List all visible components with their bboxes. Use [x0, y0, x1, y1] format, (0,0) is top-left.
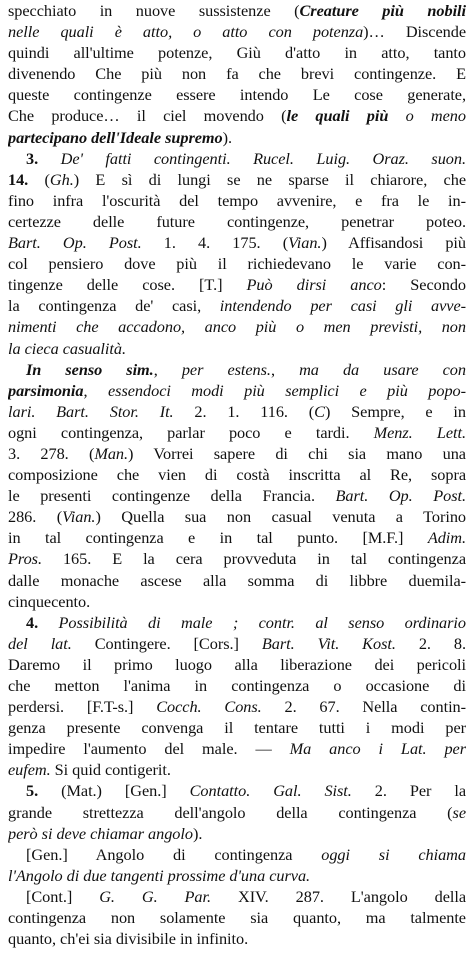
- text-line: col pensiero dove più il richiedevano le varie con-: [8, 254, 466, 274]
- text-line: contingenza non solamente sia quanto, ma talmente: [8, 908, 466, 928]
- text-line: nimenti che accadono, anco più o men previsti, non: [8, 317, 466, 337]
- text-line: [Gen.] Angolo di contingenza oggi si chiama: [26, 844, 466, 864]
- text-line: nelle quali è atto, o atto con potenza)… Discende: [8, 22, 466, 42]
- text-line: 14. (Gh.) E sì di lungi se ne sparse il chiarore, che: [8, 169, 466, 189]
- text-line: certezze delle future contingenze, penetrar poteo.: [8, 211, 466, 231]
- text-line: perdersi. [F.T-s.] Cocch. Cons. 2. 67. Nella contin-: [8, 697, 466, 717]
- text-line: 5. (Mat.) [Gen.] Contatto. Gal. Sist. 2. Per la: [26, 781, 466, 801]
- text-line: In senso sim., per estens., ma da usare con: [26, 359, 466, 379]
- text-line: parsimonia, essendoci modi più semplici e più popo-: [8, 380, 466, 400]
- text-line: genza presente convenga il tentare tutti i modi per: [8, 718, 466, 738]
- text-line: specchiato in nuove sussistenze (Creature più nobili: [8, 1, 466, 20]
- text-line: divenendo Che più non fa che brevi contingenze. E: [8, 64, 466, 84]
- text-line: eufem. Si quid contigerit.: [8, 760, 171, 780]
- text-line: [Cont.] G. G. Par. XIV. 287. L'angolo della: [26, 886, 466, 906]
- text-line: ogni contingenza, parlar poco e tardi. Menz. Lett.: [8, 422, 466, 442]
- text-line: 4. Possibilità di male ; contr. al senso ordinario: [26, 612, 466, 632]
- text-line: le presenti contingenze della Francia. Bart. Op. Post.: [8, 486, 466, 506]
- text-line: partecipano dell'Ideale supremo).: [8, 127, 233, 147]
- text-line: 3. 278. (Man.) Vorrei sapere di chi sia mano una: [8, 443, 466, 463]
- text-line: fino infra l'oscurità del tempo avvenire, e fra le in-: [8, 190, 466, 210]
- text-line: quanto, ch'ei sia divisibile in infinito.: [8, 929, 249, 949]
- text-line: dalle monache ascese alla somma di libbre duemila-: [8, 570, 466, 590]
- text-line: Pros. 165. E la cera provveduta in tal contingenza: [8, 549, 466, 569]
- text-line: quindi all'ultime potenze, Giù d'atto in atto, tanto: [8, 43, 466, 63]
- text-line: queste contingenze essere intendo Le cose generate,: [8, 85, 466, 105]
- text-line: 3. De' fatti contingenti. Rucel. Luig. Oraz. suon.: [26, 148, 466, 168]
- text-line: però si deve chiamar angolo).: [8, 823, 203, 843]
- text-line: Che produce… il ciel movendo (le quali più o meno: [8, 106, 466, 126]
- text-line: del lat. Contingere. [Cors.] Bart. Vit. Kost. 2. 8.: [8, 633, 466, 653]
- text-line: grande strettezza dell'angolo della contingenza (se: [8, 802, 466, 822]
- text-line: 286. (Vian.) Quella sua non casual venuta a Torino: [8, 507, 466, 527]
- text-line: lari. Bart. Stor. It. 2. 1. 116. (C) Sempre, e in: [8, 401, 466, 421]
- text-line: la contingenza de' casi, intendendo per casi gli avve-: [8, 296, 466, 316]
- text-line: impedire l'aumento del male. — Ma anco i Lat. per: [8, 739, 466, 759]
- text-line: cinquecento.: [8, 591, 91, 611]
- text-line: la cieca casualità.: [8, 338, 126, 358]
- text-line: l'Angolo di due tangenti prossime d'una curva.: [8, 865, 311, 885]
- text-line: composizione che vien di costà inscritta al Re, sopra: [8, 465, 466, 485]
- text-line: Bart. Op. Post. 1. 4. 175. (Vian.) Affisandosi più: [8, 233, 466, 253]
- text-line: tingenze delle cose. [T.] Può dirsi anco: Secondo: [8, 275, 466, 295]
- text-line: Daremo il primo luogo alla liberazione dei pericoli: [8, 654, 466, 674]
- text-line: in tal contingenza e in tal punto. [M.F.] Adim.: [8, 528, 466, 548]
- text-line: che metton l'anima in contingenza o occasione di: [8, 676, 466, 695]
